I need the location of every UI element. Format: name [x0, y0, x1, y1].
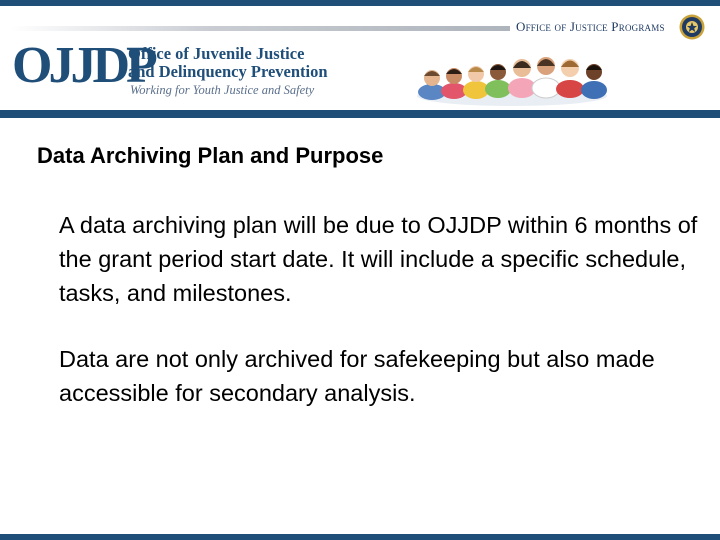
header-gradient-line [10, 26, 510, 31]
ojjdp-logo-acronym: OJJDP [12, 37, 154, 94]
logo-line-1: Office of Juvenile Justice [128, 44, 305, 63]
doj-seal-icon [679, 14, 705, 40]
youth-group-photo [414, 44, 610, 106]
ojp-label: Office of Justice Programs [516, 19, 665, 34]
logo-line-2: and Delinquency Prevention [128, 62, 328, 81]
top-accent-bar [0, 0, 720, 6]
header-divider-bar [0, 110, 720, 118]
slide-title: Data Archiving Plan and Purpose [37, 143, 384, 168]
bottom-accent-bar [0, 534, 720, 540]
paragraph-archiving-purpose: Data are not only archived for safekeeping but also made accessible for secondary analysis. [59, 346, 655, 406]
paragraph-archiving-plan: A data archiving plan will be due to OJJDP within 6 months of the grant period start date. It will include a specific schedule, tasks, and milestones. [59, 212, 698, 306]
ojjdp-tagline: Working for Youth Justice and Safety [130, 83, 315, 97]
ojjdp-logo-title [128, 45, 328, 81]
